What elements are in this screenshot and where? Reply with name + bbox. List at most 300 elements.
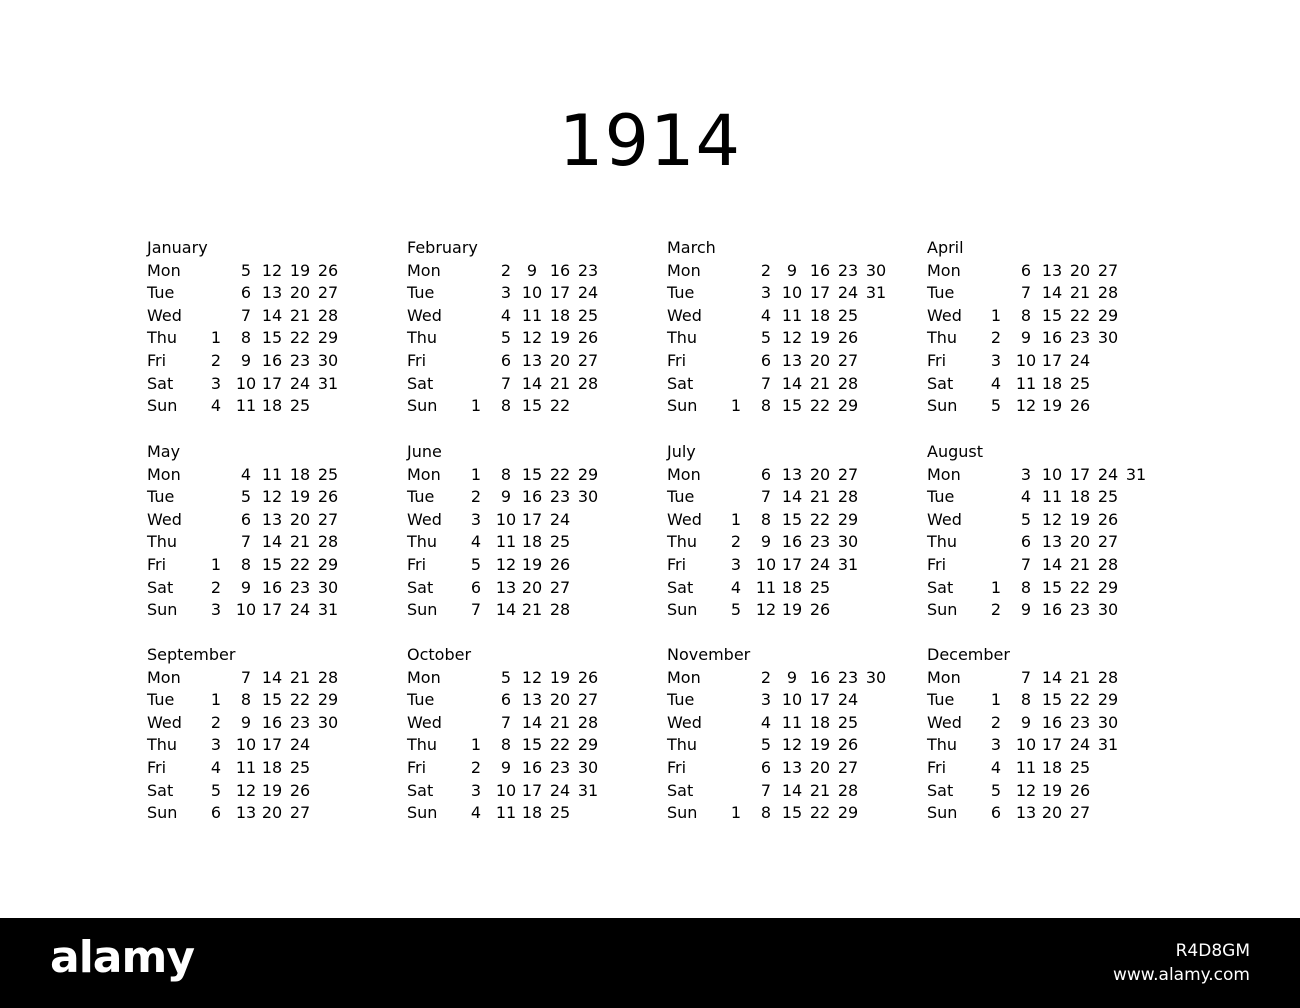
day-cell: 3 <box>1020 464 1032 484</box>
day-cell: 16 <box>261 351 283 370</box>
day-cell: 19 <box>549 667 571 687</box>
day-cell: 21 <box>289 667 311 687</box>
weekday-label: Tue <box>407 487 435 507</box>
day-cell: 12 <box>521 328 543 348</box>
weekday-label: Thu <box>407 532 438 552</box>
weekday-label: Tue <box>927 487 955 507</box>
weekday-label: Sat <box>667 577 694 597</box>
day-cell: 15 <box>261 555 283 574</box>
day-cell: 29 <box>317 328 339 348</box>
month-name: May <box>147 442 181 461</box>
day-cell: 9 <box>500 487 512 507</box>
day-cell: 17 <box>1041 735 1063 755</box>
day-cell: 25 <box>1069 758 1091 777</box>
day-cell: 22 <box>549 396 571 416</box>
day-cell: 19 <box>1041 396 1063 416</box>
day-cell: 17 <box>261 735 283 755</box>
weekday-label: Thu <box>407 735 438 755</box>
day-cell: 20 <box>1041 803 1063 823</box>
day-cell: 26 <box>1097 509 1119 529</box>
day-cell: 11 <box>1015 373 1037 393</box>
day-cell: 6 <box>1020 532 1032 552</box>
day-cell: 31 <box>317 600 339 620</box>
day-cell: 29 <box>317 690 339 710</box>
month-name: November <box>667 645 751 664</box>
month-name: August <box>927 442 983 461</box>
day-cell: 3 <box>210 373 222 393</box>
weekday-label: Sun <box>407 803 438 823</box>
weekday-label: Sun <box>667 396 698 416</box>
day-cell: 26 <box>317 487 339 507</box>
weekday-label: Thu <box>667 735 698 755</box>
day-cell: 22 <box>809 803 831 823</box>
weekday-label: Wed <box>407 509 442 529</box>
day-cell: 25 <box>837 712 859 732</box>
watermark-bar <box>0 918 1300 1008</box>
weekday-label: Wed <box>667 509 702 529</box>
day-cell: 9 <box>1020 712 1032 732</box>
day-cell: 30 <box>317 577 339 597</box>
day-cell: 23 <box>1069 712 1091 732</box>
weekday-label: Mon <box>147 667 181 687</box>
day-cell: 18 <box>781 577 803 597</box>
weekday-label: Tue <box>667 283 695 303</box>
day-cell: 15 <box>781 803 803 823</box>
day-cell: 21 <box>809 780 831 800</box>
day-cell: 6 <box>470 577 482 597</box>
day-cell: 22 <box>1069 577 1091 597</box>
day-cell: 25 <box>549 803 571 823</box>
day-cell: 17 <box>809 283 831 303</box>
day-cell: 9 <box>1020 600 1032 620</box>
day-cell: 5 <box>240 487 252 507</box>
day-cell: 16 <box>521 487 543 507</box>
day-cell: 22 <box>1069 690 1091 710</box>
day-cell: 13 <box>1041 532 1063 552</box>
weekday-label: Tue <box>927 283 955 303</box>
day-cell: 26 <box>809 600 831 620</box>
day-cell: 18 <box>289 464 311 484</box>
day-cell: 6 <box>240 283 252 303</box>
day-cell: 18 <box>809 305 831 325</box>
day-cell: 16 <box>1041 328 1063 348</box>
day-cell: 8 <box>1020 577 1032 597</box>
day-cell: 19 <box>1069 509 1091 529</box>
day-cell: 18 <box>1041 373 1063 393</box>
day-cell: 6 <box>760 758 772 777</box>
weekday-label: Mon <box>667 464 701 484</box>
day-cell: 25 <box>317 464 339 484</box>
day-cell: 22 <box>289 328 311 348</box>
site-url: www.alamy.com <box>1112 965 1250 985</box>
day-cell: 27 <box>577 690 599 710</box>
day-cell: 20 <box>261 803 283 823</box>
day-cell: 10 <box>781 690 803 710</box>
weekday-label: Tue <box>147 487 175 507</box>
month-name: December <box>927 645 1010 664</box>
day-cell: 9 <box>240 712 252 732</box>
day-cell: 29 <box>1097 305 1119 325</box>
day-cell: 5 <box>730 600 742 620</box>
day-cell: 5 <box>210 780 222 800</box>
day-cell: 28 <box>1097 283 1119 303</box>
day-cell: 6 <box>500 351 512 370</box>
weekday-label: Sat <box>927 373 954 393</box>
day-cell: 26 <box>577 667 599 687</box>
day-cell: 16 <box>261 577 283 597</box>
day-cell: 18 <box>521 532 543 552</box>
day-cell: 2 <box>500 260 512 280</box>
day-cell: 18 <box>261 396 283 416</box>
day-cell: 12 <box>781 735 803 755</box>
day-cell: 15 <box>261 690 283 710</box>
day-cell: 8 <box>1020 690 1032 710</box>
weekday-label: Tue <box>667 690 695 710</box>
day-cell: 11 <box>495 532 517 552</box>
day-cell: 11 <box>1015 758 1037 777</box>
day-cell: 30 <box>577 758 599 777</box>
day-cell: 16 <box>261 712 283 732</box>
day-cell: 13 <box>495 577 517 597</box>
weekday-label: Fri <box>147 758 167 777</box>
weekday-label: Fri <box>667 351 687 370</box>
day-cell: 4 <box>990 758 1002 777</box>
weekday-label: Sun <box>927 803 958 823</box>
day-cell: 25 <box>1069 373 1091 393</box>
day-cell: 23 <box>549 487 571 507</box>
day-cell: 4 <box>730 577 742 597</box>
weekday-label: Fri <box>147 555 167 574</box>
day-cell: 29 <box>837 803 859 823</box>
weekday-label: Mon <box>927 667 961 687</box>
month-name: April <box>927 238 964 257</box>
day-cell: 8 <box>760 509 772 529</box>
day-cell: 26 <box>577 328 599 348</box>
day-cell: 13 <box>781 758 803 777</box>
day-cell: 19 <box>261 780 283 800</box>
day-cell: 24 <box>1069 735 1091 755</box>
day-cell: 9 <box>526 260 538 280</box>
day-cell: 19 <box>549 328 571 348</box>
day-cell: 21 <box>1069 667 1091 687</box>
day-cell: 21 <box>549 373 571 393</box>
day-cell: 23 <box>549 758 571 777</box>
day-cell: 28 <box>317 305 339 325</box>
day-cell: 1 <box>730 803 742 823</box>
day-cell: 4 <box>760 305 772 325</box>
day-cell: 26 <box>1069 780 1091 800</box>
day-cell: 2 <box>210 577 222 597</box>
day-cell: 7 <box>240 305 252 325</box>
day-cell: 12 <box>1041 509 1063 529</box>
day-cell: 28 <box>549 600 571 620</box>
day-cell: 29 <box>577 464 599 484</box>
day-cell: 3 <box>730 555 742 574</box>
day-cell: 14 <box>1041 667 1063 687</box>
day-cell: 26 <box>1069 396 1091 416</box>
day-cell: 2 <box>760 667 772 687</box>
day-cell: 5 <box>240 260 252 280</box>
day-cell: 4 <box>760 712 772 732</box>
day-cell: 5 <box>990 780 1002 800</box>
day-cell: 20 <box>809 351 831 370</box>
day-cell: 12 <box>1015 780 1037 800</box>
weekday-label: Wed <box>927 712 962 732</box>
day-cell: 24 <box>837 283 859 303</box>
day-cell: 18 <box>549 305 571 325</box>
day-cell: 20 <box>1069 260 1091 280</box>
day-cell: 1 <box>210 328 222 348</box>
day-cell: 28 <box>317 667 339 687</box>
day-cell: 21 <box>549 712 571 732</box>
day-cell: 1 <box>990 690 1002 710</box>
weekday-label: Fri <box>667 555 687 574</box>
day-cell: 13 <box>261 509 283 529</box>
weekday-label: Wed <box>147 712 182 732</box>
weekday-label: Fri <box>927 555 947 574</box>
weekday-label: Thu <box>927 328 958 348</box>
day-cell: 5 <box>990 396 1002 416</box>
day-cell: 3 <box>760 283 772 303</box>
day-cell: 2 <box>730 532 742 552</box>
day-cell: 16 <box>809 667 831 687</box>
day-cell: 15 <box>521 396 543 416</box>
day-cell: 11 <box>521 305 543 325</box>
day-cell: 15 <box>781 396 803 416</box>
day-cell: 23 <box>289 351 311 370</box>
day-cell: 21 <box>1069 555 1091 574</box>
weekday-label: Sat <box>667 373 694 393</box>
day-cell: 29 <box>577 735 599 755</box>
day-cell: 27 <box>1097 260 1119 280</box>
day-cell: 13 <box>521 690 543 710</box>
day-cell: 20 <box>289 509 311 529</box>
weekday-label: Wed <box>407 305 442 325</box>
day-cell: 17 <box>261 600 283 620</box>
day-cell: 2 <box>990 712 1002 732</box>
day-cell: 14 <box>261 667 283 687</box>
day-cell: 11 <box>781 712 803 732</box>
day-cell: 23 <box>837 260 859 280</box>
day-cell: 27 <box>577 351 599 370</box>
day-cell: 20 <box>521 577 543 597</box>
weekday-label: Mon <box>667 667 701 687</box>
day-cell: 11 <box>235 396 257 416</box>
day-cell: 14 <box>781 373 803 393</box>
day-cell: 3 <box>990 735 1002 755</box>
day-cell: 24 <box>549 509 571 529</box>
day-cell: 19 <box>809 328 831 348</box>
weekday-label: Mon <box>407 464 441 484</box>
weekday-label: Fri <box>927 758 947 777</box>
day-cell: 10 <box>235 600 257 620</box>
day-cell: 19 <box>521 555 543 574</box>
day-cell: 5 <box>470 555 482 574</box>
day-cell: 30 <box>1097 712 1119 732</box>
day-cell: 8 <box>500 735 512 755</box>
day-cell: 16 <box>781 532 803 552</box>
day-cell: 20 <box>549 351 571 370</box>
day-cell: 7 <box>760 487 772 507</box>
month-name: June <box>407 442 442 461</box>
day-cell: 14 <box>521 373 543 393</box>
weekday-label: Sat <box>407 577 434 597</box>
day-cell: 9 <box>500 758 512 777</box>
weekday-label: Sun <box>407 600 438 620</box>
weekday-label: Sat <box>927 780 954 800</box>
alamy-logo: alamy <box>50 932 194 983</box>
day-cell: 15 <box>1041 305 1063 325</box>
weekday-label: Sat <box>407 373 434 393</box>
day-cell: 20 <box>809 758 831 777</box>
weekday-label: Sun <box>927 396 958 416</box>
weekday-label: Thu <box>147 328 178 348</box>
day-cell: 7 <box>1020 555 1032 574</box>
weekday-label: Sat <box>667 780 694 800</box>
day-cell: 27 <box>317 283 339 303</box>
weekday-label: Tue <box>147 690 175 710</box>
weekday-label: Sun <box>407 396 438 416</box>
day-cell: 3 <box>210 735 222 755</box>
day-cell: 10 <box>495 780 517 800</box>
day-cell: 7 <box>500 712 512 732</box>
day-cell: 1 <box>730 396 742 416</box>
day-cell: 4 <box>990 373 1002 393</box>
weekday-label: Thu <box>147 735 178 755</box>
day-cell: 5 <box>500 667 512 687</box>
day-cell: 8 <box>1020 305 1032 325</box>
day-cell: 25 <box>549 532 571 552</box>
weekday-label: Mon <box>407 667 441 687</box>
day-cell: 22 <box>809 509 831 529</box>
day-cell: 31 <box>1125 464 1147 484</box>
day-cell: 23 <box>1069 328 1091 348</box>
weekday-label: Sat <box>147 780 174 800</box>
weekday-label: Tue <box>147 283 175 303</box>
day-cell: 28 <box>577 712 599 732</box>
day-cell: 5 <box>1020 509 1032 529</box>
day-cell: 31 <box>865 283 887 303</box>
day-cell: 13 <box>235 803 257 823</box>
day-cell: 22 <box>289 690 311 710</box>
day-cell: 1 <box>990 577 1002 597</box>
day-cell: 21 <box>289 532 311 552</box>
day-cell: 25 <box>289 758 311 777</box>
day-cell: 7 <box>1020 667 1032 687</box>
day-cell: 13 <box>261 283 283 303</box>
day-cell: 11 <box>755 577 777 597</box>
day-cell: 31 <box>837 555 859 574</box>
day-cell: 18 <box>1069 487 1091 507</box>
day-cell: 28 <box>577 373 599 393</box>
day-cell: 31 <box>1097 735 1119 755</box>
day-cell: 24 <box>289 600 311 620</box>
day-cell: 2 <box>210 351 222 370</box>
day-cell: 9 <box>240 577 252 597</box>
day-cell: 28 <box>317 532 339 552</box>
day-cell: 10 <box>1015 351 1037 370</box>
weekday-label: Thu <box>407 328 438 348</box>
day-cell: 14 <box>261 305 283 325</box>
day-cell: 27 <box>1097 532 1119 552</box>
day-cell: 6 <box>990 803 1002 823</box>
day-cell: 28 <box>1097 667 1119 687</box>
day-cell: 28 <box>837 487 859 507</box>
day-cell: 25 <box>577 305 599 325</box>
day-cell: 2 <box>210 712 222 732</box>
day-cell: 28 <box>1097 555 1119 574</box>
day-cell: 23 <box>837 667 859 687</box>
day-cell: 16 <box>809 260 831 280</box>
day-cell: 6 <box>500 690 512 710</box>
day-cell: 16 <box>549 260 571 280</box>
day-cell: 6 <box>1020 260 1032 280</box>
day-cell: 24 <box>289 735 311 755</box>
day-cell: 25 <box>809 577 831 597</box>
day-cell: 19 <box>809 735 831 755</box>
weekday-label: Sat <box>147 373 174 393</box>
day-cell: 4 <box>210 396 222 416</box>
day-cell: 11 <box>261 464 283 484</box>
day-cell: 24 <box>549 780 571 800</box>
day-cell: 15 <box>781 509 803 529</box>
day-cell: 8 <box>500 396 512 416</box>
day-cell: 14 <box>1041 555 1063 574</box>
day-cell: 8 <box>500 464 512 484</box>
weekday-label: Sat <box>407 780 434 800</box>
weekday-label: Thu <box>927 735 958 755</box>
weekday-label: Fri <box>147 351 167 370</box>
day-cell: 4 <box>240 464 252 484</box>
weekday-label: Sun <box>147 803 178 823</box>
day-cell: 30 <box>865 667 887 687</box>
day-cell: 27 <box>837 351 859 370</box>
day-cell: 20 <box>809 464 831 484</box>
day-cell: 5 <box>760 735 772 755</box>
day-cell: 13 <box>521 351 543 370</box>
day-cell: 22 <box>1069 305 1091 325</box>
day-cell: 4 <box>210 758 222 777</box>
day-cell: 26 <box>837 735 859 755</box>
day-cell: 17 <box>521 780 543 800</box>
day-cell: 10 <box>1015 735 1037 755</box>
month-name: September <box>147 645 236 664</box>
day-cell: 11 <box>495 803 517 823</box>
day-cell: 24 <box>1097 464 1119 484</box>
day-cell: 6 <box>210 803 222 823</box>
day-cell: 27 <box>289 803 311 823</box>
day-cell: 25 <box>1097 487 1119 507</box>
weekday-label: Tue <box>667 487 695 507</box>
day-cell: 10 <box>235 735 257 755</box>
day-cell: 17 <box>1041 351 1063 370</box>
day-cell: 7 <box>470 600 482 620</box>
day-cell: 9 <box>786 667 798 687</box>
day-cell: 11 <box>1041 487 1063 507</box>
weekday-label: Thu <box>147 532 178 552</box>
day-cell: 10 <box>521 283 543 303</box>
day-cell: 30 <box>865 260 887 280</box>
weekday-label: Thu <box>927 532 958 552</box>
day-cell: 30 <box>577 487 599 507</box>
day-cell: 21 <box>521 600 543 620</box>
day-cell: 21 <box>809 487 831 507</box>
day-cell: 8 <box>760 396 772 416</box>
day-cell: 12 <box>521 667 543 687</box>
day-cell: 26 <box>549 555 571 574</box>
day-cell: 7 <box>760 780 772 800</box>
day-cell: 20 <box>289 283 311 303</box>
